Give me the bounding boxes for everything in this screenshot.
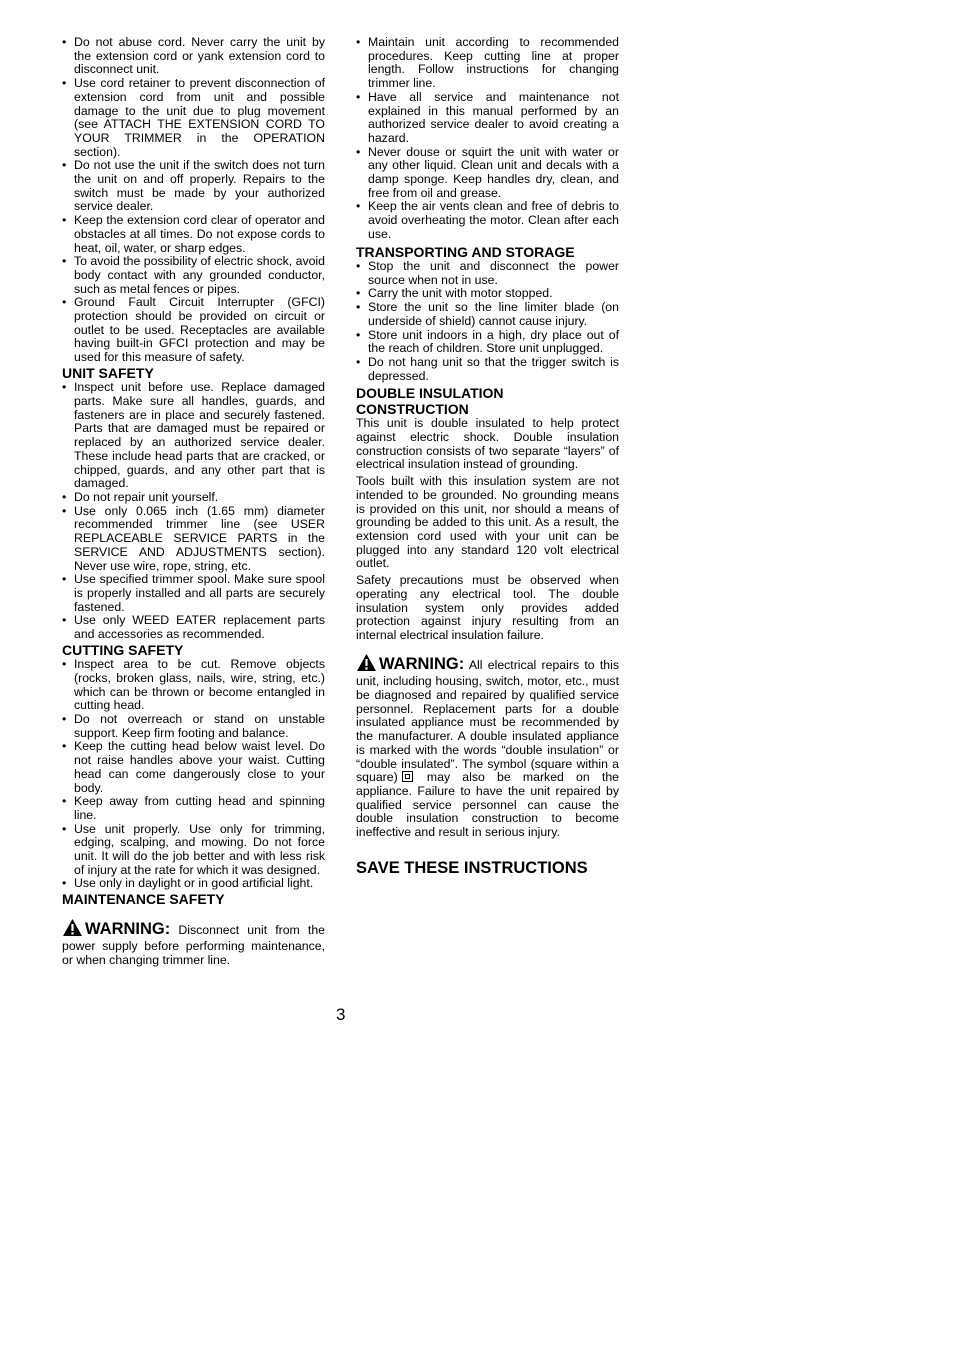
list-item: • Use only WEED EATER replacement parts and accessories as recommended.	[62, 613, 325, 642]
page-number: 3	[336, 1005, 346, 1024]
double-insulation-paragraph: Tools built with this insulation system are not intended to be grounded. No grounding means is provided on this unit, nor should a means of grounding be added to this unit. As a result, the extension cord used with your unit can be plugged into any standard 120 volt electrical outlet.	[356, 474, 619, 571]
double-insulation-paragraph: This unit is double insulated to help protect against electric shock. Double insulation construction consists of two separate “layers” of electrical insulation instead of grounding.	[356, 416, 619, 472]
save-instructions: SAVE THESE INSTRUCTIONS	[356, 858, 588, 877]
list-item: • Do not use the unit if the switch does not turn the unit on and off properly. Repairs to the switch must be made by your authorized service dealer.	[62, 158, 325, 214]
warning-text: Disconnect unit from the power supply before performing maintenance, or when changing trimmer line.	[62, 922, 325, 968]
list-item: • Carry the unit with motor stopped.	[356, 286, 553, 301]
warning-label: WARNING:	[379, 654, 465, 673]
left-column	[62, 36, 325, 968]
list-item: • Ground Fault Circuit Interrupter (GFCI) protection should be provided on circuit or outlet to be used. Receptacles are available having built-in GFCI protection and may be used for this measure of safety.	[62, 295, 325, 365]
list-item: • Keep the air vents clean and free of debris to avoid overheating the motor. Clean after each use.	[356, 199, 619, 241]
cutting-safety-list	[62, 658, 325, 891]
list-item: • Maintain unit according to recommended procedures. Keep cutting line at proper length. Follow instructions for changing trimmer line.	[356, 35, 619, 91]
list-item: • Never douse or squirt the unit with water or any other liquid. Clean unit and decals with a damp sponge. Keep handles dry, clean, and free from oil and grease.	[356, 144, 619, 200]
double-insulation-heading: DOUBLE INSULATION CONSTRUCTION	[356, 385, 504, 417]
maintenance-warning	[62, 918, 325, 968]
list-item: • Do not hang unit so that the trigger switch is depressed.	[356, 354, 619, 383]
double-insulation-paragraph: Safety precautions must be observed when operating any electrical tool. The double insulation system only provides added protection against injury resulting from an internal electrical insulation failure.	[356, 573, 619, 642]
list-item: • Have all service and maintenance not explained in this manual performed by an authorized service dealer to avoid creating a hazard.	[356, 89, 619, 145]
list-item: • Do not repair unit yourself.	[62, 490, 219, 504]
cord-safety-list	[62, 36, 325, 365]
list-item: • Keep away from cutting head and spinning line.	[62, 794, 325, 822]
warning-text: may also be marked on the appliance. Failure to have the unit repaired by qualified service personnel can cause the double insulation construction to become ineffective and result in serious injury.	[356, 770, 620, 840]
transporting-heading: TRANSPORTING AND STORAGE	[356, 243, 575, 260]
warning-text: All electrical repairs to this unit, including housing, switch, motor, etc., must be diagnosed and repaired by qualified service personnel. Replacement parts for a double insulated appliance must be recommended by the manufacturer. A double insulated appliance is marked with the words “double insulation” or “double insulated”. The symbol (square within a square)	[356, 657, 619, 785]
list-item: • To avoid the possibility of electric shock, avoid body contact with any grounded conductor, such as metal fences or pipes.	[62, 254, 325, 296]
list-item: • Use unit properly. Use only for trimming, edging, scalping, and mowing. Do not force unit. It will do the job better and with less risk of injury at the rate for which it was designed.	[62, 821, 325, 877]
list-item: • Store the unit so the line limiter blade (on underside of shield) cannot cause injury.	[356, 300, 619, 328]
warning-label: WARNING:	[85, 919, 171, 938]
list-item: • Store unit indoors in a high, dry place out of the reach of children. Store unit unplugged.	[356, 327, 619, 356]
unit-safety-heading: UNIT SAFETY	[62, 364, 154, 381]
list-item: • Use cord retainer to prevent disconnection of extension cord from unit and possible damage to the unit due to plug movement (see ATTACH THE EXTENSION CORD TO YOUR TRIMMER in the OPERATION section).	[62, 76, 325, 159]
list-item: • Inspect area to be cut. Remove objects (rocks, broken glass, nails, wire, string, etc.) which can be thrown or become entangled in cutting head.	[62, 657, 325, 713]
list-item: • Use only in daylight or in good artificial light.	[62, 876, 314, 891]
maintenance-list	[356, 36, 619, 242]
transporting-list	[356, 260, 619, 383]
list-item: • Keep the extension cord clear of operator and obstacles at all times. Do not expose cords to heat, oil, water, or sharp edges.	[62, 213, 325, 255]
list-item: • Stop the unit and disconnect the power source when not in use.	[356, 259, 619, 287]
list-item: • Keep the cutting head below waist level. Do not raise handles above your waist. Cutting head can come dangerously close to your body.	[62, 739, 325, 795]
list-item: • Inspect unit before use. Replace damaged parts. Make sure all handles, guards, and fasteners are in place and securely fastened. Parts that are damaged must be repaired or replaced by an authorized service dealer. These include head parts that are cracked, or chipped, guards, and any other part that is damaged.	[62, 380, 325, 491]
list-item: • Do not overreach or stand on unstable support. Keep firm footing and balance.	[62, 712, 325, 740]
list-item: • Do not abuse cord. Never carry the unit by the extension cord or yank extension cord to disconnect unit.	[62, 35, 325, 77]
unit-safety-list	[62, 381, 325, 641]
square-within-square-icon	[402, 771, 413, 782]
warning-triangle-icon	[62, 918, 83, 941]
list-item: • Use specified trimmer spool. Make sure spool is properly installed and all parts are securely fastened.	[62, 572, 325, 614]
list-item: • Use only 0.065 inch (1.65 mm) diameter recommended trimmer line (see USER REPLACEABLE SERVICE PARTS in the SERVICE AND ADJUSTMENTS section). Never use wire, rope, string, etc.	[62, 503, 325, 573]
cutting-safety-heading: CUTTING SAFETY	[62, 641, 184, 658]
electrical-repair-warning	[356, 653, 619, 840]
right-column	[356, 36, 619, 875]
warning-triangle-icon	[356, 653, 377, 676]
maintenance-safety-heading: MAINTENANCE SAFETY	[62, 891, 225, 908]
